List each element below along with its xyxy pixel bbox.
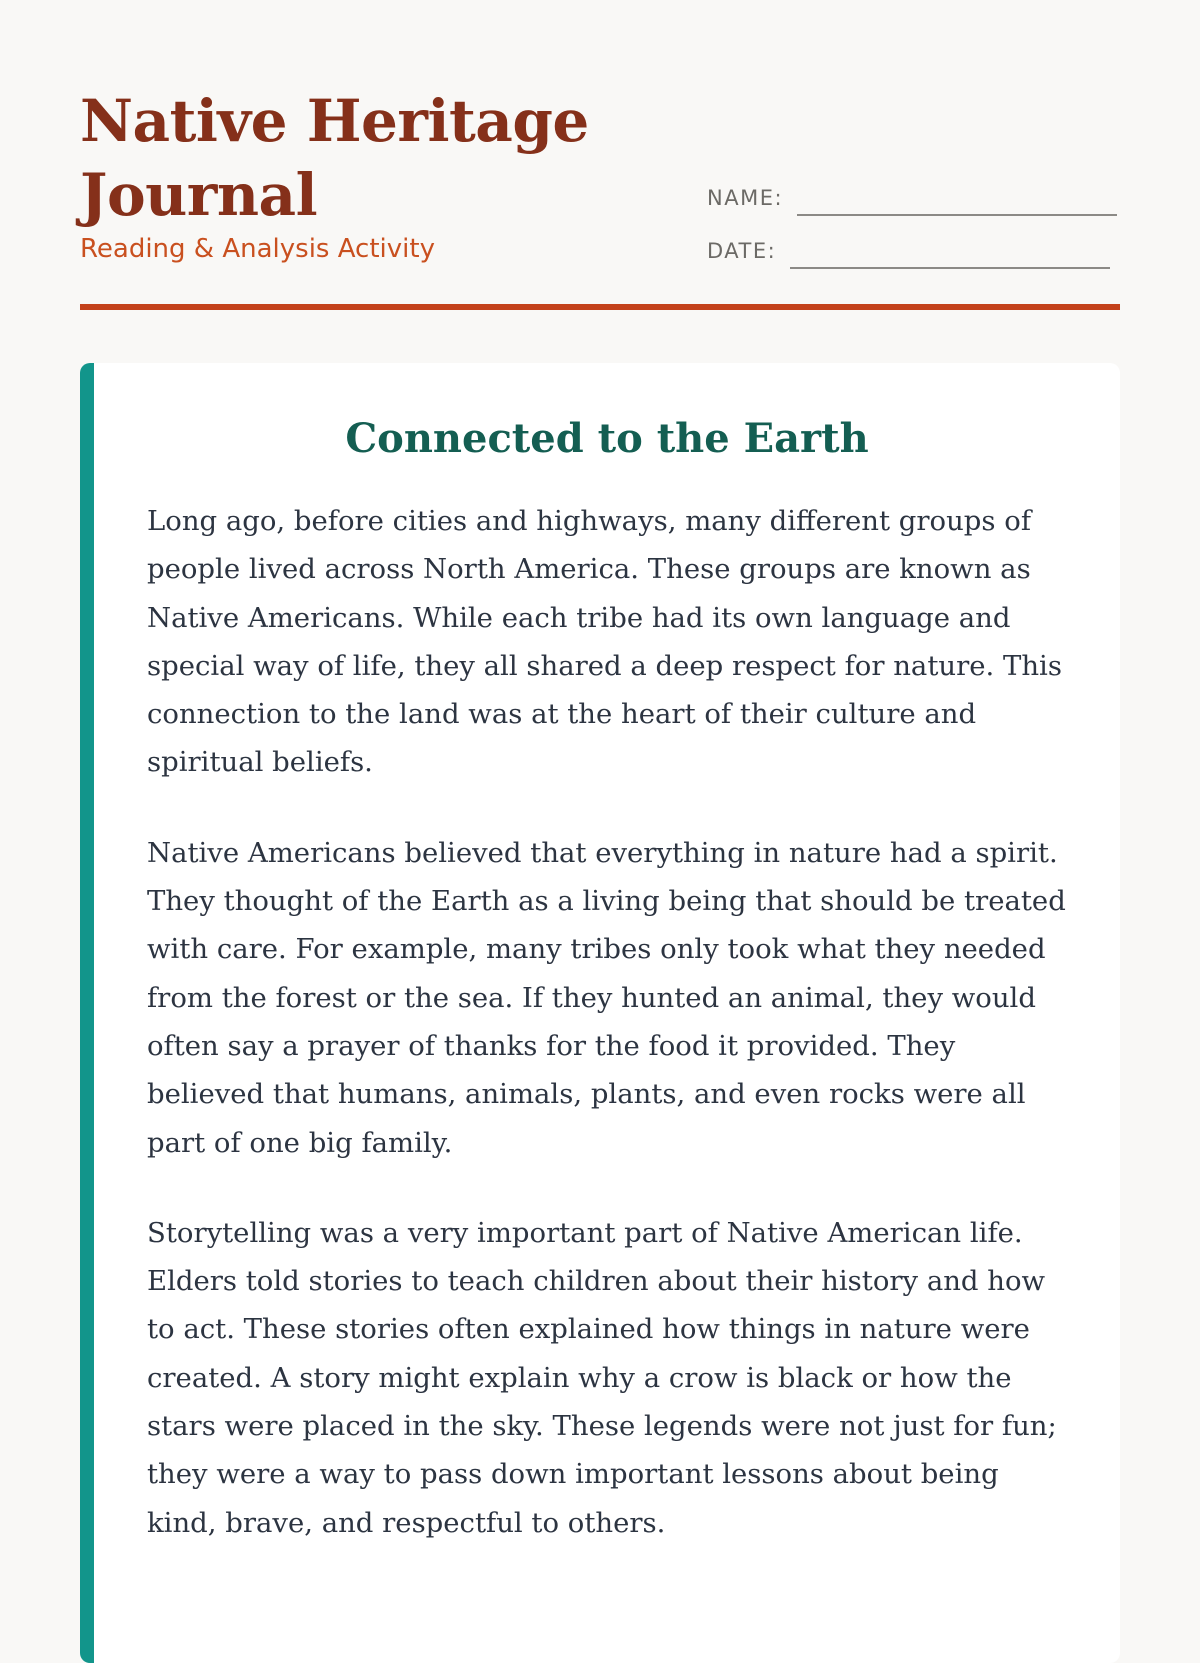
name-input-line[interactable] bbox=[797, 214, 1117, 216]
worksheet-header bbox=[80, 80, 1120, 310]
date-field bbox=[707, 239, 1110, 263]
reading-passage bbox=[147, 497, 1067, 1589]
page-subtitle: Reading & Analysis Activity bbox=[80, 234, 435, 264]
name-label: NAME: bbox=[707, 186, 784, 210]
header-divider bbox=[80, 304, 1120, 310]
page-title: Native Heritage Journal bbox=[80, 87, 589, 229]
reading-card bbox=[80, 363, 1120, 1663]
reading-title: Connected to the Earth bbox=[345, 415, 869, 462]
name-field bbox=[707, 186, 1117, 210]
card-accent-stripe bbox=[80, 363, 94, 1663]
passage-paragraph: Storytelling was a very important part of Native American life. Elders told stories to teach children about their history and how to act. These stories often explained how things in nature were created. A story might explain why a crow is black or how the stars were placed in the sky. These legends were not just for fun; they were a way to pass down important lessons about being kind, brave, and respectful to others. bbox=[147, 1216, 1057, 1539]
passage-paragraph: Native Americans believed that everything in nature had a spirit. They thought of the Earth as a living being that should be treated with care. For example, many tribes only took what they needed from the forest or the sea. If they hunted an animal, they would often say a prayer of thanks for the food it provided. They believed that humans, animals, plants, and even rocks were all part of one big family. bbox=[147, 836, 1066, 1159]
passage-paragraph: Long ago, before cities and highways, many different groups of people lived across North America. These groups are known as Native Americans. While each tribe had its own language and special way of life, they all shared a deep respect for nature. This connection to the land was at the heart of their culture and spiritual beliefs. bbox=[147, 505, 1062, 779]
date-input-line[interactable] bbox=[790, 267, 1110, 269]
date-label: DATE: bbox=[707, 239, 777, 263]
